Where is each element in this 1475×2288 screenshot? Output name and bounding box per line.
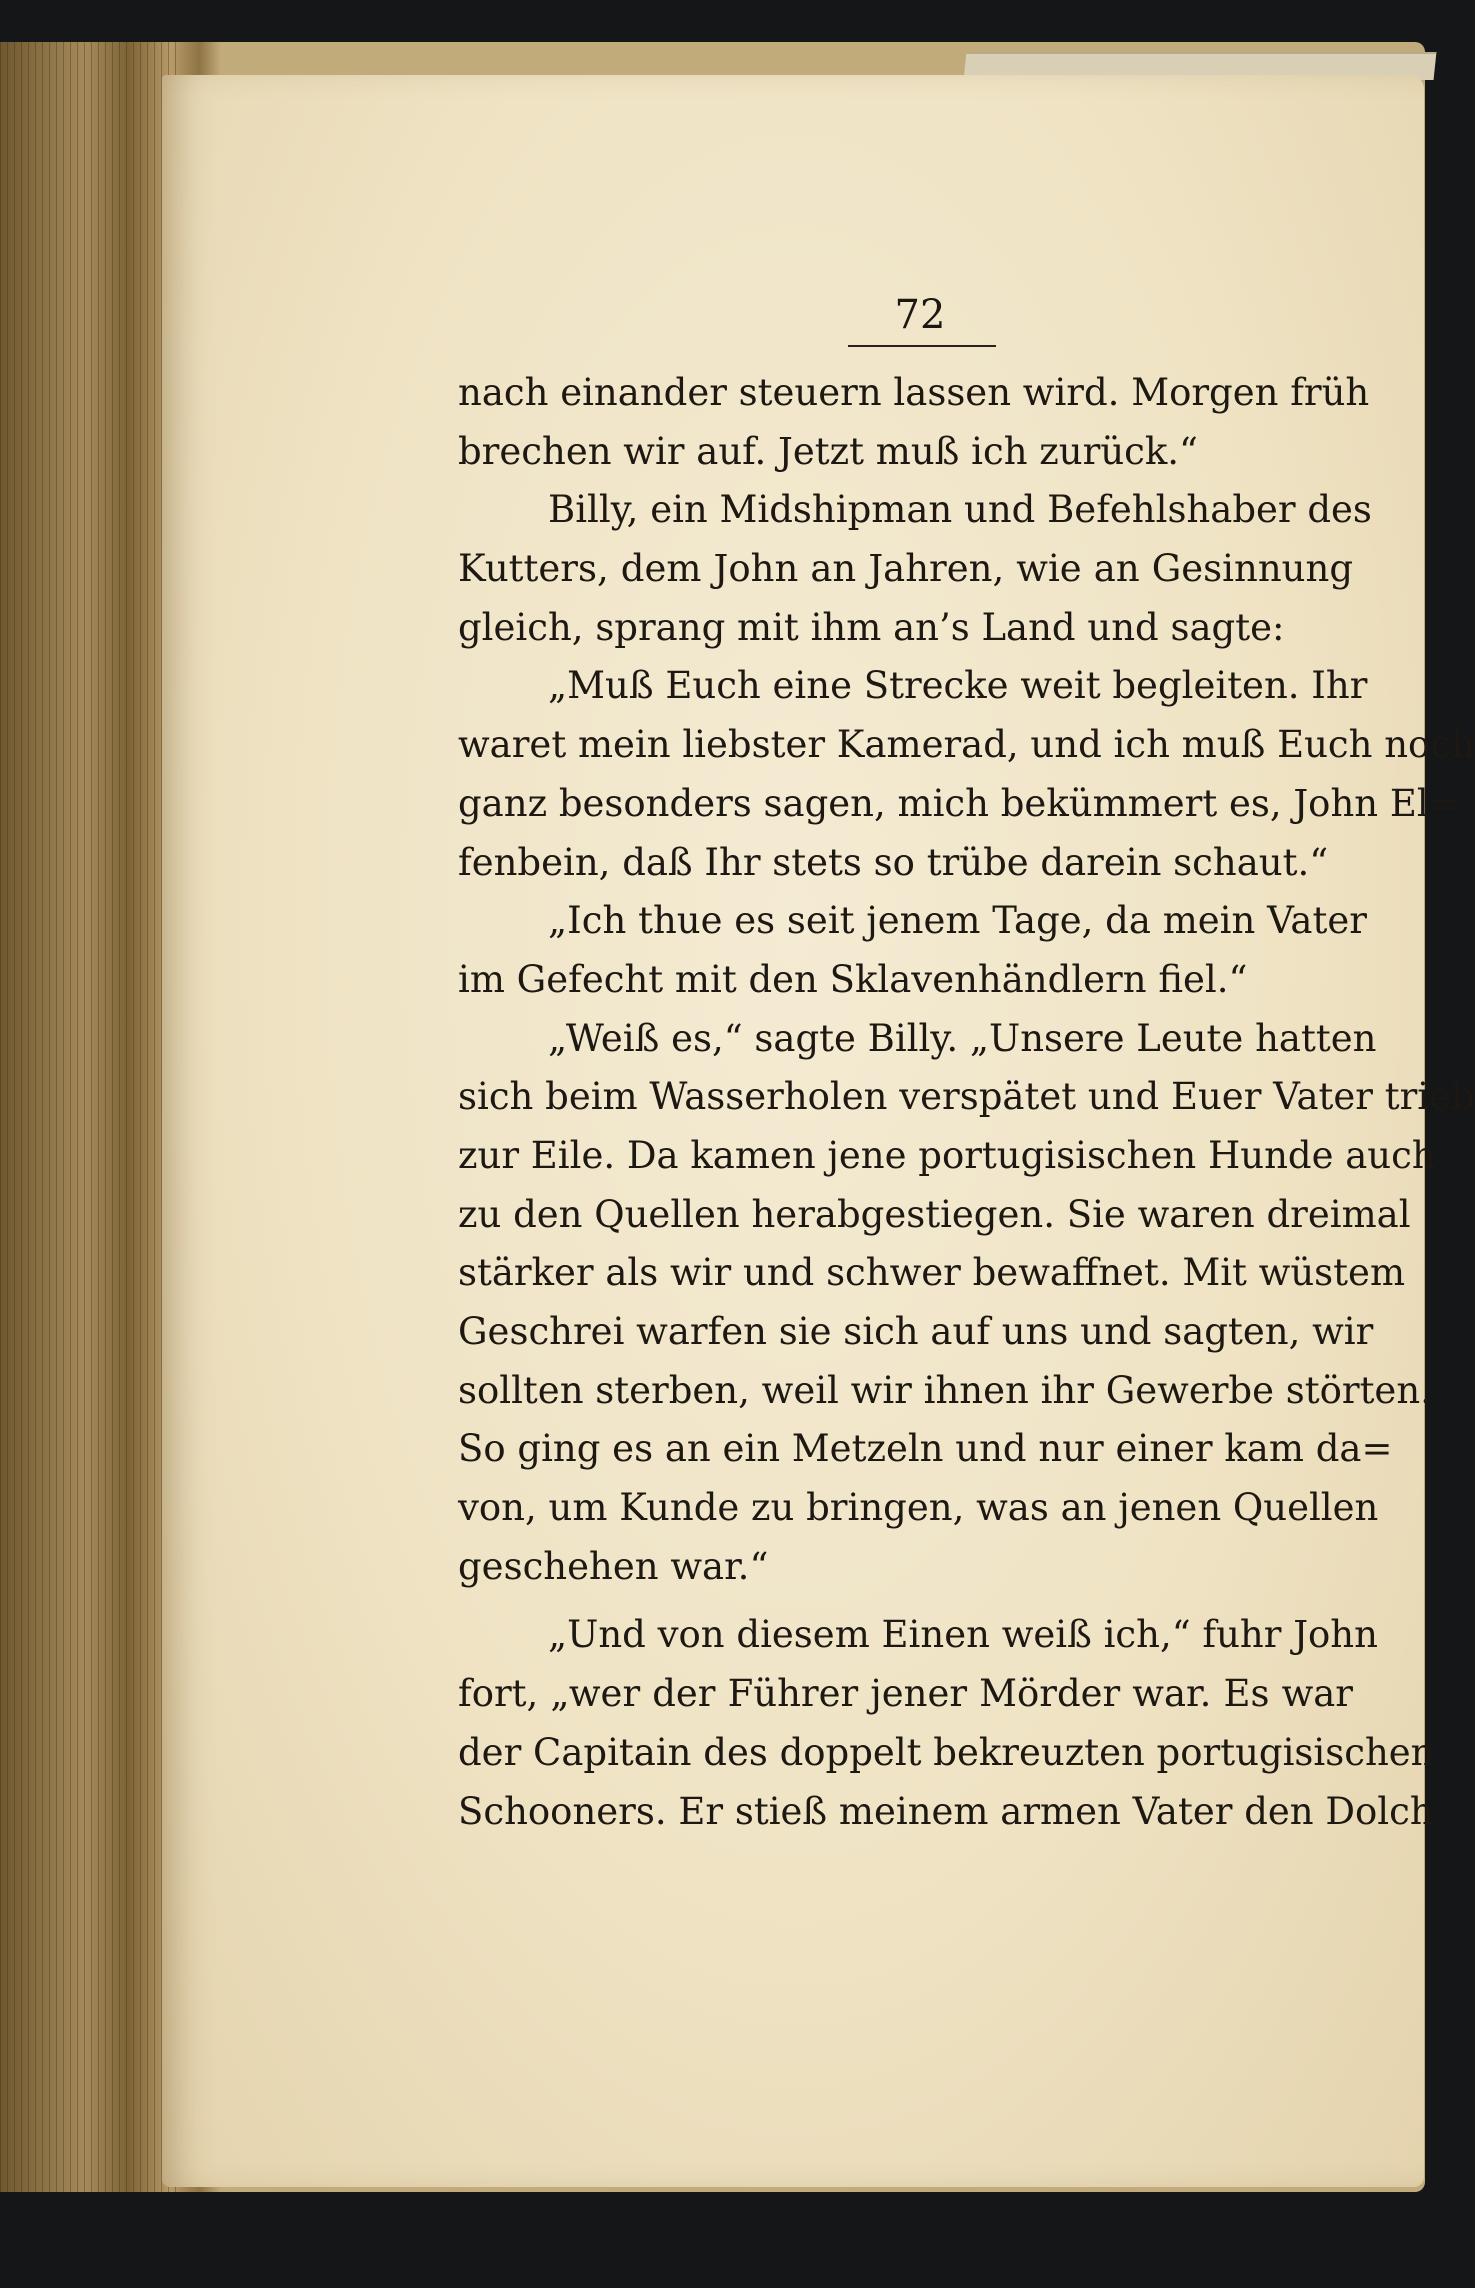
text-line: „Weiß es,“ sagte Billy. „Unsere Leute hatten xyxy=(548,1016,1377,1060)
text-line: fenbein, daß Ihr stets so trübe darein schaut.“ xyxy=(458,840,1329,884)
text-line: Geschrei warfen sie sich auf uns und sagten, wir xyxy=(458,1310,1374,1353)
text-line: stärker als wir und schwer bewaffnet. Mit wüstem xyxy=(458,1251,1406,1295)
text-line: fort, „wer der Führer jener Mörder war. Es war xyxy=(458,1672,1353,1716)
paragraph xyxy=(458,481,1372,657)
paragraph xyxy=(458,892,1367,1009)
text-line: sich beim Wasserholen verspätet und Euer Vater trieb xyxy=(458,1075,1475,1119)
body-text xyxy=(458,364,1475,1841)
paragraph xyxy=(458,1606,1435,1841)
text-line: Schooners. Er stieß meinem armen Vater den Dolch xyxy=(458,1789,1434,1833)
text-line: „Ich thue es seit jenem Tage, da mein Vater xyxy=(548,899,1367,943)
text-line: sollten sterben, weil wir ihnen ihr Gewerbe störten. xyxy=(458,1368,1432,1412)
text-line: Kutters, dem John an Jahren, wie an Gesinnung xyxy=(458,547,1353,591)
text-line: im Gefecht mit den Sklavenhändlern fiel.“ xyxy=(458,957,1248,1001)
text-line: zur Eile. Da kamen jene portugisischen Hunde auch xyxy=(458,1133,1436,1177)
page-number: 72 xyxy=(894,292,946,338)
text-line: geschehen war.“ xyxy=(458,1544,769,1588)
header-rule xyxy=(848,345,996,347)
text-line: zu den Quellen herabgestiegen. Sie waren dreimal xyxy=(458,1192,1411,1236)
text-line: waret mein liebster Kamerad, und ich muß Euch noch xyxy=(458,723,1475,767)
text-line: „Muß Euch eine Strecke weit begleiten. Ihr xyxy=(548,664,1368,708)
text-line: ganz besonders sagen, mich bekümmert es, John El= xyxy=(458,781,1460,825)
paragraph-gap xyxy=(458,1596,1353,1606)
page-edges xyxy=(0,42,180,2192)
text-line: gleich, sprang mit ihm an’s Land und sagte: xyxy=(458,605,1285,649)
text-line: brechen wir auf. Jetzt muß ich zurück.“ xyxy=(458,429,1198,473)
text-line: der Capitain des doppelt bekreuzten portugisischen xyxy=(458,1730,1435,1774)
paragraph xyxy=(458,364,1370,481)
text-line: So ging es an ein Metzeln und nur einer kam da= xyxy=(458,1427,1393,1471)
paragraph xyxy=(458,1010,1475,1597)
paragraph xyxy=(458,657,1475,892)
text-line: nach einander steuern lassen wird. Morgen früh xyxy=(458,371,1370,414)
text-line: Billy, ein Midshipman und Befehlshaber des xyxy=(548,488,1372,532)
text-line: „Und von diesem Einen weiß ich,“ fuhr John xyxy=(548,1613,1378,1657)
text-line: von, um Kunde zu bringen, was an jenen Quellen xyxy=(458,1486,1379,1530)
